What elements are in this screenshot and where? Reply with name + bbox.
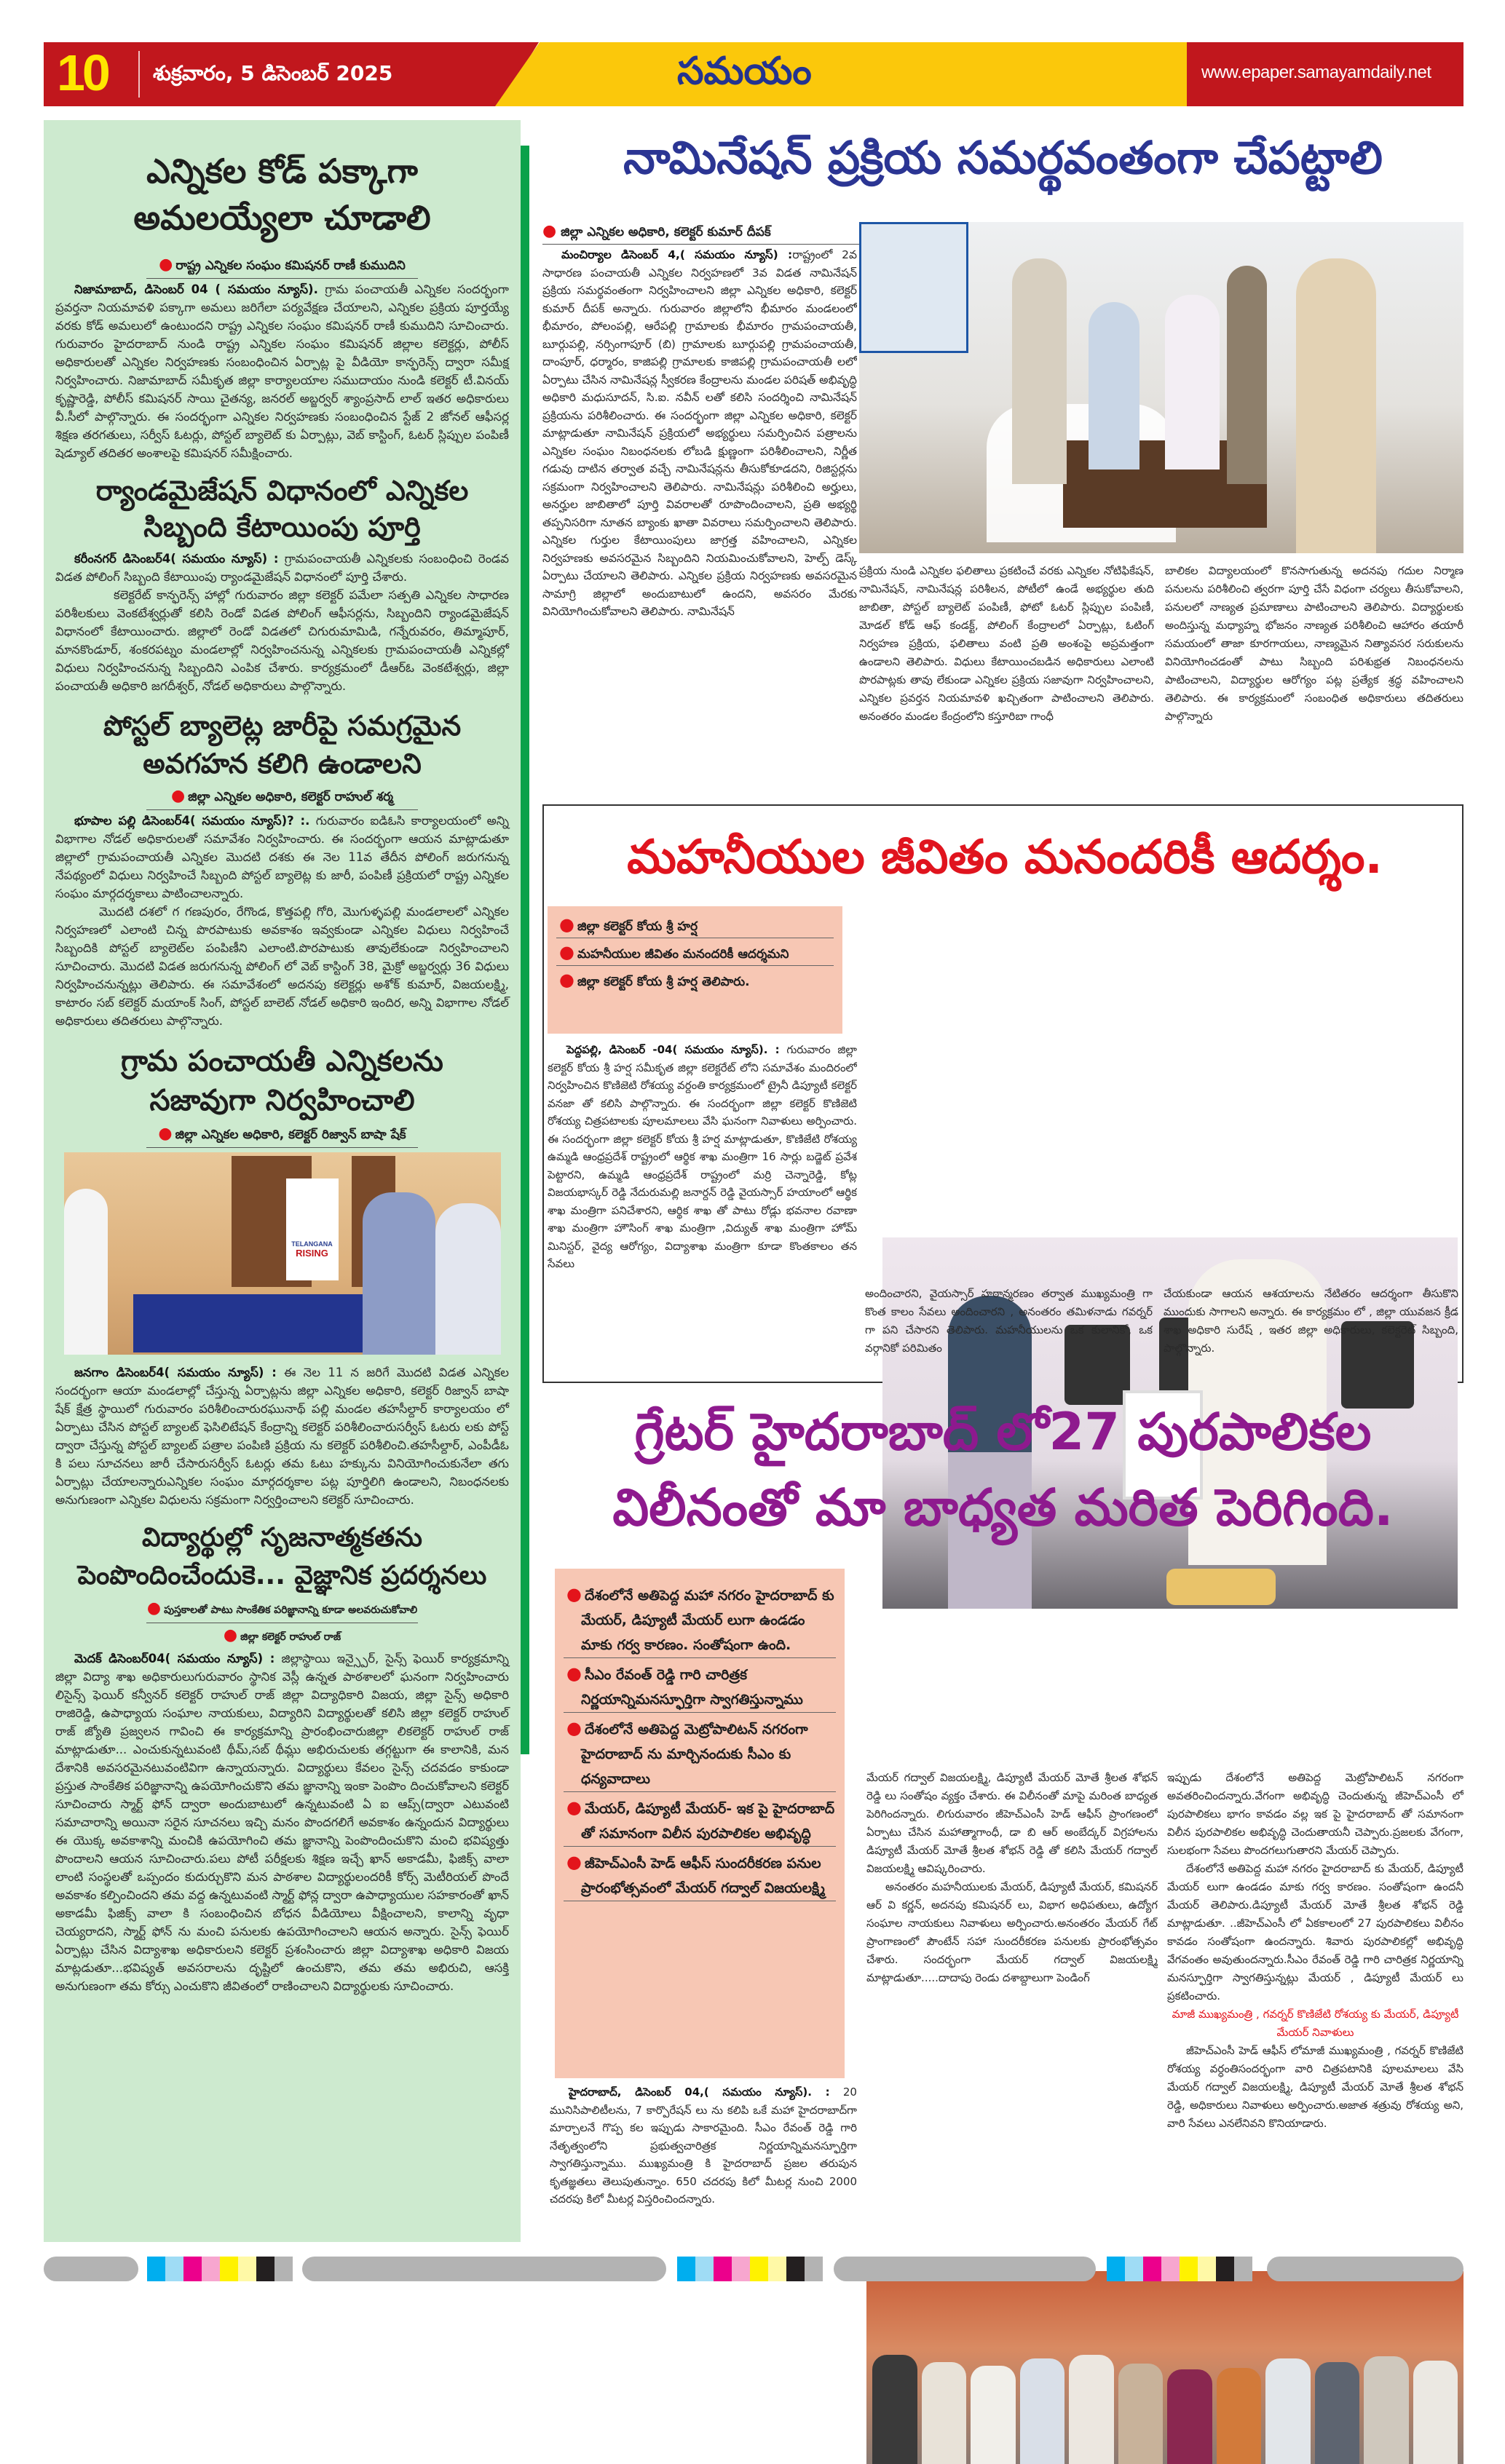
paragraph: గురువారం ఐడిఓసి కార్యాలయంలో అన్ని విభాగాల నోడల్ అధికారులతో సమావేశం నిర్వహించారు. ఈ సందర్భంగా ఆయన మాట్లాడుతూ జిల్లాలో గ్రామపంచాయతీ ఎన్నికల మొదటి దశకు ఈ నెల 11వ తేదీన పోలింగ్ జరుగనున్న నేపథ్యంలో విధులు నిర్వహించే సిబ్బంది పోస్టల్ బ్యాలెట్ల కు జారీ, పంపిణీ ప్రక్రియలో రాష్ట్ర ఎన్నికల సంఘం మార్గదర్శకాలు పాటించాలన్నారు. — [55, 814, 509, 900]
story3-body-col1 — [550, 2083, 857, 2243]
person — [1315, 2362, 1360, 2464]
person — [64, 1189, 108, 1355]
bullet-dot-icon: ● — [566, 1718, 582, 1738]
highlight-text: జిల్లా కలెక్టర్ కోయ శ్రీ హర్ష తెలిపారు. — [577, 975, 750, 989]
swatch — [1107, 2257, 1125, 2281]
highlight-text: మేయర్, డిప్యూటీ మేయర్- ఇక పై హైదరాబాద్ తో సమానంగా విలీన పురపాలికల అభివృద్ధి — [581, 1801, 835, 1842]
dateline: జనగాం డిసెంబర్4( సమయం న్యూస్) : — [74, 1366, 277, 1379]
story1-body-col1 — [542, 246, 857, 788]
highlight-item — [556, 914, 834, 938]
collector-person — [363, 1192, 435, 1355]
flower-tray — [1166, 1569, 1276, 1605]
red-subheading: మాజీ ముఖ్యమంత్రి , గవర్నర్ కొణిజేటి రోశయ్య కు మేయర్, డిప్యూటీ మేయర్ నివాళులు — [1172, 2008, 1459, 2039]
bullet-dot-icon: ● — [158, 1125, 173, 1143]
story2-body-col3: చేయకుండా ఆయన ఆశయాలను నేటితరం ఆదర్శంగా తీసుకొని ముందుకు సాగాలని అన్నారు. ఈ కార్యక్రమం లో , జిల్లా యువజన క్రీడ శాఖ అధికారి సురేష్ , ఇతర జిల్లా అధికారులు, కలెక్టరెట్ సిబ్బంది, పాల్గొన్నారు. — [1164, 1287, 1458, 1355]
swatch — [147, 2257, 165, 2281]
epaper-url[interactable]: www.epaper.samayamdaily.net — [1201, 63, 1431, 82]
person — [1364, 2356, 1409, 2464]
story2-body-col1 — [548, 1041, 857, 1376]
swatch — [165, 2257, 183, 2281]
article-body — [55, 550, 509, 695]
headline-line: గ్రామ పంచాయతీ ఎన్నికలను — [121, 1045, 443, 1078]
person — [1265, 2358, 1311, 2464]
swatch — [220, 2257, 238, 2281]
person — [1413, 2361, 1458, 2464]
article-body — [55, 812, 509, 1030]
divider — [146, 1147, 419, 1148]
group-of-people — [866, 2340, 1463, 2464]
mayor-person — [1167, 2369, 1212, 2464]
divider — [146, 809, 419, 810]
bullet-dot-icon: ● — [542, 222, 557, 240]
headline-line: విద్యార్థుల్లో సృజనాత్మకతను — [142, 1523, 422, 1553]
highlight-text: జీహెచ్ఎంసీ హెడ్ ఆఫీస్ సుందరీకరణ పనుల ప్రారంభోత్సవంలో మేయర్ గద్వాల్ విజయలక్ష్మి — [581, 1855, 825, 1896]
highlight-text: మహనీయుల జీవితం మనందరికీ ఆదర్శమని — [577, 947, 789, 962]
paragraph: జిల్లాస్థాయి ఇన్స్పైర్, సైన్స్ ఫెయిర్ కార్యక్రమాన్ని జిల్లా విద్యా శాఖ అధికారులుగురువారం స్థానిక వెస్లీ ఉన్నత పాఠశాలలో ఘనంగా నిర్వహించారు లిసైన్స్ ఫెయిర్ కన్వీనర్ కలెక్టర్ రాహుల్ రాజ్ జిల్లా విద్యాధికారి విజయ, జిల్లా సైన్స్ అధికారి రాజిరెడ్డి, ఉపాధ్యాయ సంఘాల నాయకులు, విద్యారిని విద్యార్థులతో కలిసి జిల్లా కలెక్టర్ రాహుల్ రాజ్ జ్యోతి ప్రజ్వలన గావించి ఈ కార్యక్రమాన్ని ప్రారంభించారుజిల్లా లికలెక్టర్ రాహుల్ రాజ్ మాట్లాడుతూ... ఎంచుకున్నటువంటి థీమ్,సబ్ థీమ్లు అభిరుచులకు తగ్గట్టుగా ఈ కాలానికి, మన దేశానికి అవసరమైనటువంటివిగా ఉన్నాయన్నారు. విద్యార్థులు కేవలం సైన్స్ చదవడం కాకుండా ప్రస్తుత సాంకేతిక పరిజ్ఞానాన్ని ఉపయోగించుకొని తమ జ్ఞానాన్ని ఇంకా పెంపొం దించుకోవాలని కలెక్టర్ సూచించారు స్మార్ట్ ఫోన్ ద్వారా అందుబాటులో ఉన్నటువంటి ఏ ఐ ఆప్స్(ద్వారా ఎటువంటి సమాచారాన్ని అయినా సరైన సూచనలు ఇచ్చి మనం పొందగలిగే అవకాశం ఉన్నందున విద్యార్థులు ఈ యొక్క అవకాశాన్ని మంచికి ఉపయోగించి తమ జ్ఞానాన్ని పెంపొందించుకొని మంచి భవిష్యత్తు పొందాలని ఆయన సూచించారు.పలు పోటీ పరీక్షలకు శిక్షణ ఇచ్చే ఖాన్ అకాడమీ, ఫిజిక్స్ వాలా లాంటి సంస్థలతో ఒప్పందం కుదుర్చుకొని మన పాఠశాల విద్యార్థులందరికీ కోర్స్ మెటీరియల్ పొందే అవకాశం కల్పించిందని తమ వద్ద ఉన్నటువంటి స్మార్ట్ ఫోన్ల ద్వారా ఉపాధ్యాయుల సహకారంతో ఖాన్ అకాడమీ ఫిజిక్స్ వాలా కి సంబంధించిన బోధన వీడియోలు వీక్షించాలని, కాలాన్ని వృధా చెయ్యరాదని, స్మార్ట్ ఫోన్ ను మంచి పనులకు ఉపయోగించాలని ఆయన అన్నారు. సైన్స్ ఫెయిర్ ఏర్పాట్లు చేసిన విద్యాశాఖ అధికారులని కలెక్టర్ ప్రశంసించారు జిల్లా విద్యాశాఖ అధికారి విజయ మాట్లడుతూ...భవిష్యత్ అవసరాలను దృష్టిలో ఉంచుకొని, తమ తమ అభిరుచి, ఆసక్తి అనుగుణంగా తమ కోర్సు ఎంచుకొని జీవితంలో రాణించాలని విద్యార్థులకు సూచించారు. — [55, 1652, 509, 1993]
green-accent-stripe — [521, 146, 529, 1754]
dateline: భూపాల పల్లి డిసెంబర్4( సమయం న్యూస్)? :. — [74, 814, 310, 828]
highlight-item — [556, 941, 834, 966]
swatch — [1180, 2257, 1198, 2281]
bullet-text: జిల్లా ఎన్నికల అధికారి, కలెక్టర్ రాహుల్ శర్మ — [188, 790, 394, 804]
swatch — [695, 2257, 714, 2281]
headline-line: విలీనంతో మా బాధ్యత మరిత పెరిగింది. — [612, 1478, 1394, 1537]
headline — [55, 472, 509, 545]
story2-highlights — [548, 906, 842, 1034]
bullet-dot-icon: ● — [566, 1852, 582, 1872]
bullet-dot-icon: ● — [170, 787, 186, 805]
subhead-bullet — [55, 1125, 509, 1144]
paragraph: అనంతరం మహనీయులకు మేయర్, డిప్యూటీ మేయర్, కమిషనర్ ఆర్ వి కర్ణన్, అదనపు కమిషనర్ లు, విభాగ అధిపతులు, ఉద్యోగ సంఘాల నాయకులు నివాళులు అర్పించారు.అనంతరం మేయర్ గేట్ ప్రాంగాణంలో పౌంటేన్ సహా సుందరీకరణ పనులకు ప్రారంభోత్సవం చేశారు. సందర్భంగా మేయర్ గద్వాల్ విజయలక్ష్మి మాట్లాడుతూ.....దాదాపు రెండు దశాబ్దాలుగా పెండింగ్ — [866, 1880, 1158, 1984]
highlight-text: జిల్లా కలెక్టర్ కోయ శ్రీ హర్ష — [577, 919, 698, 934]
paragraph: గురువారం జిల్లా కలెక్టర్ కోయ శ్రీ హర్ష సమీకృత జిల్లా కలెక్టరేట్ లోని సమావేశం మందిరంలో నిర్వహించిన కొణిజెటి రోశయ్య వర్దంతి కార్యక్రమంలో ట్రైనీ డిప్యూటీ కలెక్టర్ వనజా తో కలిసి పాల్గొన్నారు. ఈ సందర్భంగా జిల్లా కలెక్టర్ కొణిజెటి రోశయ్య చిత్రపటాలకు పూలమాలలు వేసి ఘనంగా నివాళులు అర్పించారు. ఈ సందర్భంగా జిల్లా కలెక్టర్ కోయ శ్రీ హర్ష మాట్లాడుతూ, కొణిజేటి రోశయ్య ఉమ్మడి ఆంధ్రప్రదేశ్ రాష్ట్రంలో ఆర్థిక శాఖ మంత్రిగా 16 సార్లు బడ్జెట్ ప్రవేశ పెట్టారని, ఉమ్మడి ఆంధ్రప్రదేశ్ రాష్ట్రంలో మర్రి చెన్నారెడ్డి, కోట్ల విజయభాస్కర్ రెడ్డి నేదురుమల్లి జనార్దన్ రెడ్డి వైయస్సార్ హయాంలో ఆర్థిక శాఖ మంత్రిగా పనిచేశారని, ఆర్థిక శాఖ తో పాటు రోడ్లు భవనాల రవాణా శాఖ మంత్రిగా హౌసింగ్ శాఖ మంత్రిగా ,విద్యుత్ శాఖ మంత్రిగా హోమ్ మినిస్టర్, వైద్య ఆరోగ్యం, విద్యాశాఖ మంత్రిగా కూడా కొంతకాలం తన సేవలు — [548, 1043, 857, 1270]
story1-nomination-center-photo — [859, 222, 1463, 553]
article-jangaon — [55, 1042, 509, 1509]
swatch — [805, 2257, 823, 2281]
highlight-item — [564, 1850, 836, 1901]
dateline: మెదక్ డిసెంబర్04( సమయం న్యూస్) : — [74, 1652, 275, 1665]
headline-line: ర్యాండమైజేషన్ విధానంలో ఎన్నికల — [95, 475, 469, 507]
dateline: నిజామాబాద్, డిసెంబర్ 04 ( సమయం న్యూస్). — [74, 282, 318, 296]
story2-headline: మహనీయుల జీవితం మనందరికీ ఆదర్శం. — [627, 831, 1383, 884]
highlight-item — [564, 1582, 836, 1658]
swatch — [202, 2257, 220, 2281]
headline-line: అవగహన కలిగి ఉండాలని — [143, 748, 422, 780]
swatch — [1143, 2257, 1161, 2281]
person — [435, 1203, 501, 1355]
highlight-text: దేశంలోనే అతిపెద్ద మహా నగరం హైదరాబాద్ కు మేయర్, డిప్యూటీ మేయర్ లుగా ఉండడం మాకు గర్వ కారణం. సంతోషంగా ఉంది. — [581, 1588, 834, 1653]
paragraph: కలెక్టరేట్ కాన్ఫరెన్స్ హాల్లో గురువారం జిల్లా కలెక్టర్ పమేలా సత్పతి ఎన్నికల సాధారణ పరిశీలకులు వెంకటేశ్వర్లుతో కలిసి రెండో విడత పోలింగ్ ఆఫీసర్లను, సిబ్బందిని ర్యాండమైజేషన్ విధానంలో కేటాయించారు. జిల్లాలో రెండో విడతలో చిగురుమామిడి, గన్నేరువరం, తిమ్మాపూర్, మానకొండూర్, శంకరపట్నం మండలాల్లో నిర్వహించనున్న ఎన్నికలకు గ్రామపంచాయతీ ఎన్నికల్లో విధులు నిర్వహించనున్న సిబ్బందిని ఎంపిక చేశారు. కార్యక్రమంలో డీఆర్ఓ వెంకటేశ్వర్లు, జిల్లా పంచాయతీ అధికారి జగదీశ్వర్, నోడల్ అధికారులు పాల్గొన్నారు. — [55, 588, 509, 693]
headline-line: సిబ్బంది కేటాయింపు పూర్తి — [143, 511, 421, 543]
bullet-dot-icon: ● — [559, 914, 574, 935]
highlight-item — [564, 1661, 836, 1713]
headline-line: అమలయ్యేలా చూడాలి — [133, 198, 431, 237]
gray-bar — [302, 2257, 666, 2281]
gray-bar — [834, 2257, 1096, 2281]
issue-date: శుక్రవారం, 5 డిసెంబర్ 2025 — [153, 61, 393, 85]
subhead-bullet — [55, 1599, 509, 1620]
person — [872, 2355, 917, 2464]
subhead-bullet — [55, 1626, 509, 1647]
highlight-text: దేశంలోనే అతిపెద్ద మెట్రోపాలిటన్ నగరంగా హైదరాబాద్ ను మార్చినందుకు సీఎం కు ధన్యవాదాలు — [581, 1722, 808, 1787]
paragraph: గ్రామపంచాయతీ ఎన్నికలకు సంబంధించి రెండవ విడత పోలింగ్ సిబ్బంది కేటాయింపు ర్యాండమైజేషన్ విధానంలో పూర్తి చేశారు. — [55, 552, 510, 584]
banner-text: TELANGANA — [291, 1240, 333, 1248]
dateline: మంచిర్యాల డిసెంబర్ 4,( సమయం న్యూస్) : — [561, 248, 793, 261]
headline — [55, 148, 509, 241]
paragraph: గ్రామ పంచాయతీ ఎన్నికల సందర్భంగా ప్రవర్తనా నియమావళి పక్కాగా అమలు జరిగేలా పర్యవేక్షణ చేయాలని, ఎన్నికల ప్రక్రియ పూర్తయ్యే వరకు కోడ్ అమలులో ఉంటుందని రాష్ట్ర ఎన్నికల సంఘం కమిషనర్ రాణీ కుముదిని సూచించారు. గురువారం హైదరాబాద్ నుండి రాష్ట్ర ఎన్నికల సంఘం కమిషనర్ జిల్లాల కలెక్టర్లు, పోలీస్ అధికారులతో ఎన్నికల నిర్వహణకు సంబంధించిన ఏర్పాట్ల పై వీడియో కాన్ఫరెన్స్ ద్వారా సమీక్ష నిర్వహించారు. నిజామాబాద్ సమీకృత జిల్లా కార్యాలయాల సముదాయం నుండి కలెక్టర్ టీ.వినయ్ కృష్ణారెడ్డి, పోలీస్ కమిషనర్ సాయి చైతన్య, జనరల్ అబ్జర్వర్ శ్యాంప్రసాద్ లాల్ ఇతర అధికారులు వీ.సీలో పాల్గొన్నారు. ఈ సందర్భంగా ఎన్నికల నిర్వహణకు సంబంధించిన స్టేజ్ 2 జోనల్ ఆఫీసర్ల శిక్షణ తరగతులు, సర్వీస్ ఓటర్లు, పోస్టల్ బ్యాలెట్ కు ఏర్పాట్లు, వెబ్ కాస్టింగ్, ఓటర్ స్లిప్పుల పంపిణీ షెడ్యూల్ తదితర అంశాలపై కమిషనర్ సమీక్షించారు. — [55, 282, 509, 460]
story3-headline — [542, 1394, 1463, 1545]
article-bhupalpally — [55, 707, 509, 1030]
headline-line: గ్రేటర్ హైదరాబాద్ లో27 పురపాలికల — [634, 1402, 1372, 1462]
article-nizamabad — [55, 148, 509, 462]
bullet-text: జిల్లా ఎన్నికల అధికారి, కలెక్టర్ కుమార్ దీపక్ — [561, 225, 771, 239]
divider — [138, 51, 140, 98]
highlight-item — [564, 1716, 836, 1792]
swatch — [677, 2257, 695, 2281]
headline — [55, 707, 509, 783]
subhead-bullet — [55, 787, 509, 807]
paragraph: మేయర్ గద్వాల్ విజయలక్ష్మి, డిప్యూటీ మేయర్ మోతే శ్రీలత శోభన్ రెడ్డి లు సంతోషం వ్యక్తం చేశారు. ఈ విలీనంతో మాపై మరింత బాధ్యత పెరిగిందన్నారు. లిగురువారం జీహెచ్ఎంసీ హెడ్ ఆఫీస్ ప్రాంగణంలో ఏర్పాటు చేసిన మహాత్మాగాంధీ, డా బి ఆర్ అంబేద్కర్ విగ్రహాలను డిప్యూటీ మేయర్ మోతే శ్రీలత శోభన్ రెడ్డి తో కలిసి మేయర్ గద్వాల్ విజయలక్ష్మి ఆవిష్కరించారు. — [866, 1771, 1158, 1875]
story1-headline: నామినేషన్ ప్రక్రియ సమర్థవంతంగా చేపట్టాలి — [623, 131, 1383, 184]
paragraph: దేశంలోనే అతిపెద్ద మహా నగరం హైదరాబాద్ కు మేయర్, డిప్యూటీ మేయర్ లుగా ఉండడం మాకు గర్వ కారణం. సంతోషంగా ఉందనీ మేయర్ తెలిపారు.డిప్యూటీ మేయర్ మోతే శ్రీలత శోభన్ రెడ్డి మాట్లాడుతూ. ..జీహెచ్ఎంసీ లో ఏకకాలంలో 27 పురపాలికలు విలీనం కావడం సంతోషంగా ఉందన్నారు. శివారు పురపాలికల్లో అభివృద్ధి వేగవంతం అవుతుందన్నారు.సీఎం రేవంత్ రెడ్డి గారి చారిత్రక నిర్ణయాన్ని మనస్ఫూర్తిగా స్వాగతిస్తున్నట్లు మేయర్ , డిప్యూటీ మేయర్ లు ప్రకటించారు. — [1167, 1862, 1463, 2003]
swatch — [183, 2257, 202, 2281]
highlight-text: సీఎం రేవంత్ రెడ్డి గారి చారిత్రక నిర్ణయాన్నిమనస్ఫూర్తిగా స్వాగతిస్తున్నాము — [581, 1667, 803, 1708]
paragraph: ఈ నెల 11 న జరిగే మొదటి విడత ఎన్నికల సందర్భంగా ఆయా మండలాల్లో చేస్తున్న ఏర్పాట్లను జిల్లా ఎన్నికల అధికారి, కలెక్టర్ రిజ్వాన్ బాషా షేక్ క్షేత్ర స్థాయిలో గురువారం పరిశీలించారురఘునాథ్ పల్లి మండల తహసీల్దార్ కార్యాలయం లో ఏర్పాటు చేసిన పోస్టల్ బ్యాలట్ ఫెసిలిటేషన్ కేంద్రాన్ని కలెక్టర్ పరిశీలించారుసర్వీస్ ఓటరు లకు పోస్ట్ ద్వారా చేస్తున్న పోస్టల్ బ్యాలట్ పత్రాల పంపిణి ప్రక్రియ ను కలెక్టర్ పరిశీలించి.తహసీల్దార్, ఎంపీడీఓ కి పలు సూచనలు జారీ చేసారుసర్వీస్ ఓటర్లు తమ ఓటు హక్కును వినియోగించుకునేలా తగు ఏర్పాట్లు చేయాలన్నారుఎన్నికల సంఘం మార్గదర్శకాల పట్ల పూర్తిలిగి ఉండాలని, నిబంధనలకు అనుగుణంగా ఎన్నికల విధులను సక్రమంగా నిర్వర్తించాలని కలెక్టర్ సూచించారు. — [55, 1366, 509, 1507]
headline — [55, 1519, 509, 1595]
paragraph: ఇప్పుడు దేశంలోనే అతిపెద్ద మెట్రోపాలిటన్ నగరంగా అవతరించిందన్నారు.వేగంగా అభివృద్ధి చెందుతున్న జీహెచ్ఎంసీ లో పురపాలికలు భాగం కావడం వల్ల ఇక పై హైదరాబాద్ తో సమానంగా విలీన పురపాలికల అభివృద్ధి చెందుతాయనీ చెప్పారు.ప్రజలకు వేగంగా, సులభంగా సేవలు పొందగలుగుతారని మేయర్ చెప్పారు. — [1167, 1771, 1463, 1857]
story3-highlights — [555, 1569, 845, 2078]
left-news-column — [44, 120, 521, 2242]
dateline: హైదరాబాద్, డిసెంబర్ 04,( సమయం న్యూస్). : — [569, 2085, 830, 2099]
swatch — [1234, 2257, 1252, 2281]
story3-body-col3 — [1167, 1769, 1463, 2242]
person — [922, 2362, 967, 2464]
notice-board — [859, 222, 968, 353]
story1-body-col3: బాలికల విద్యాలయంలో కొనసాగుతున్న అదనపు గదుల నిర్మాణ పనులను పరిశీలించి త్వరగా పూర్తి చేసే విధంగా చర్యలు తీసుకోవాలని, పనులలో నాణ్యత ప్రమాణాలు పాటించాలని తెలిపారు. విద్యార్థులకు అందిస్తున్న మధ్యాహ్న భోజనం నాణ్యత పరిశీలించి ఆహారం తయారీ సమయంలో తాజా కూరగాయలు, నాణ్యమైన నిత్యావసర సరుకులను వినియోగించడంతో పాటు సిబ్బంది పరిశుభ్రత నిబంధనలను పాటించాలని, విద్యార్థుల ఆరోగ్యం పట్ల ప్రత్యేక శ్రద్ధ వహించాలని తెలిపారు. ఈ కార్యక్రమంలో సంబంధిత అధికారులు తదితరులు పాల్గొన్నారు — [1165, 564, 1463, 723]
paragraph: రాష్ట్రంలో 2వ సాధారణ పంచాయతీ ఎన్నికల నిర్వహణలో 3వ విడత నామినేషన్ ప్రక్రియ సమర్థవంతంగా నిర్వహించాలని జిల్లా ఎన్నికల అధికారి, కలెక్టర్ కుమార్ దీపక్ అన్నారు. గురువారం జిల్లాలోని భీమారం మండలంలో భీమారం, పోలంపల్లి, ఆరేపల్లి గ్రామాలకు భీమారం గ్రామపంచాయతీ, బూర్గుపల్లి, నర్సింగాపూర్ (బి) గ్రామాలకు బూర్గుపల్లి గ్రామపంచాయతీ, దాంపూర్, ధర్మారం, కాజిపల్లి గ్రామాలకు కాజిపల్లి గ్రామపంచాయతీ లలో ఏర్పాటు చేసిన నామినేషన్ల స్వీకరణ కేంద్రాలను మండల పరిషత్ అభివృద్ధి అధికారి మధుసూదన్, సి.ఐ. నవీన్ లతో కలిసి సందర్శించి నామినేషన్ ప్రక్రియను పరిశీలించారు. ఈ సందర్భంగా జిల్లా ఎన్నికల అధికారి, కలెక్టర్ మాట్లాడుతూ నామినేషన్ ప్రక్రియలో అభ్యర్థులు సమర్పించిన పత్రాలను ఎన్నికల సంఘం నిబంధనలకు లోబడి క్షుణ్ణంగా పరిశీలించాలని, నిర్ణీత గడువు దాటిన తర్వాత వచ్చే నామినేషన్లను తీసుకోకూడదని, రిజిస్టర్లను సక్రమంగా నిర్వహించాలని తెలిపారు. నామినేషన్లు పరిశీలించి అర్హులు, అనర్హుల జాబితాలో పూర్తి వివరాలతో రూపొందించాలని, ప్రతి అభ్యర్థి తప్పనిసరిగా నూతన బ్యాంకు ఖాతా వివరాలు సమర్పించాలని తెలిపారు. ఎన్నికల గుర్తుల కేటాయింపులు జాగ్రత్త వహించాలని, ఎన్నికల నిర్వహణకు అవసరమైన సిబ్బందిని నియమించుకోవాలని, హెల్ప్ డెస్క్ ఏర్పాటు చేయాలని తెలిపారు. ఎన్నికల ప్రక్రియ నిర్వహణకు అవసరమైన సామాగ్రి జిల్లాలో అందుబాటులో ఉందని, అవసరం మేరకు వినియోగించుకోవాలని తెలిపారు. నామినేషన్ — [542, 248, 857, 618]
subhead-bullet — [55, 255, 509, 275]
bullet-dot-icon: ● — [566, 1663, 582, 1684]
swatch — [1216, 2257, 1234, 2281]
swatch — [1198, 2257, 1216, 2281]
person — [1069, 2355, 1114, 2464]
person — [1020, 2358, 1065, 2464]
page-header — [44, 42, 1463, 106]
header-yellow-band — [495, 42, 1238, 106]
person — [1089, 302, 1139, 470]
bullet-text: జిల్లా ఎన్నికల అధికారి, కలెక్టర్ రిజ్వాన్ బాషా షేక్ — [175, 1128, 406, 1142]
gray-bar — [44, 2257, 138, 2281]
swatch — [238, 2257, 256, 2281]
page-number: 10 — [57, 44, 108, 101]
print-color-registration-bar — [44, 2257, 1463, 2281]
masthead-logo: సమయం — [677, 49, 812, 93]
gray-bar — [1267, 2257, 1463, 2281]
banner-text: RISING — [296, 1248, 328, 1259]
article-body — [55, 1649, 509, 1995]
swatch — [1161, 2257, 1180, 2281]
article-body — [55, 280, 509, 462]
paragraph: 20 మునిసిపాలిటీలను, 7 కార్పొరేషన్ లు ను కలిపి ఒకే మహా హైదరాబాద్‌గా మార్చాలనే గొప్ప కల ఇప్పుడు సాకారమైంది. సీఎం రేవంత్ రెడ్డి గారి నేతృత్వంలోని ప్రభుత్వచారిత్రక నిర్ణయాన్నిమనస్ఫూర్తిగా స్వాగతిస్తున్నాము. ముఖ్యమంత్రి కి హైదరాబాద్ ప్రజల తరుపున కృతజ్ఞతలు తెలుపుతున్నాం. 650 చదరపు కిలో మీటర్ల నుంచి 2000 చదరపు కిలో మీటర్ల విస్తరించిందన్నారు. — [550, 2085, 857, 2206]
headline-line: పెంపొందించేందుకె... వైజ్ఞానిక ప్రదర్శనలు — [77, 1561, 487, 1590]
deputy-mayor-person — [1217, 2368, 1262, 2464]
dateline: పెద్దపల్లి, డిసెంబర్ -04( సమయం న్యూస్). : — [566, 1043, 780, 1056]
blue-table — [133, 1294, 381, 1352]
swatch — [256, 2257, 274, 2281]
bullet-dot-icon: ● — [566, 1584, 582, 1604]
person — [1012, 258, 1067, 484]
swatch — [714, 2257, 732, 2281]
story1-body-col2: ప్రక్రియ నుండి ఎన్నికల ఫలితాలు ప్రకటించే వరకు ఎన్నికల నోటిఫికేషన్, నామినేషన్, నామినేషన్ల పరిశీలన, పోటీలో ఉండే అభ్యర్థుల తుది జాబితా, పోస్టల్ బ్యాలెట్ పంపిణీ, ఫోటో ఓటర్ స్లిప్పుల పంపిణీ, మోడల్ కోడ్ ఆఫ్ కండక్ట్, పోలింగ్ కేంద్రాలలో ఏర్పాట్లు, ఓటింగ్ నిర్వహణ ప్రక్రియ, ఫలితాలు వంటి ప్రతి అంశంపై అప్రమత్తంగా ఉండాలని తెలిపారు. విధులు కేటాయించబడిన అధికారులు ఎలాంటి పొరపాట్లకు తావు లేకుండా ఎన్నికల ప్రక్రియ సజావుగా నిర్వహించాలని, ఎన్నికల ప్రవర్తన నియమావళి ఖచ్చితంగా పాటించాలని తెలిపారు. అనంతరం మండల కేంద్రంలోని కస్తూరిబా గాంధీ — [859, 564, 1154, 723]
story2-body-col2: అందించారని, వైయస్సార్ హఠాన్మరణం తర్వాత ముఖ్యమంత్రి గా కొంత కాలం సేవలు అందించారని , అనంతరం తమిళనాడు గవర్నర్ గా పని చేసారని తెలిపారు. మహనీయులను ఒక కులానికో, ఒక వర్గానికో పరిమితం — [865, 1287, 1153, 1355]
bullet-dot-icon: ● — [159, 255, 173, 274]
dateline: కరీంనగర్ డిసెంబర్4( సమయం న్యూస్) : — [74, 552, 279, 566]
person — [1227, 266, 1267, 484]
bullet-dot-icon: ● — [223, 1626, 238, 1644]
swatch — [786, 2257, 805, 2281]
highlight-item — [556, 969, 834, 993]
headline — [55, 1042, 509, 1120]
paragraph: మొదటి దశలో గ గణపురం, రేగొండ, కొత్తపల్లి గోరి, మొగుళ్ళపల్లి మండలాలలో ఎన్నికల నిర్వహణలో ఎలాంటి చిన్న పొరపాటుకు అవకాశం ఇవ్వకుండా ఎన్నికల విధులు నిర్వహించే సిబ్బందికి పోస్టల్ బ్యాలెట్‌ల పంపిణీని ఎలాంటి.పొరపాటుకు తావులేకుండా నిర్వహించాలని సూచించారు. మొదటి విడత జరుగనున్న పోలింగ్ లో వెబ్ కాస్టింగ్ 38, మైక్రో అబ్జర్వర్లు 36 విధులు నిర్వహించనున్నట్లు తెలిపారు. ఈ సమావేశంలో అదనపు కలెక్టర్లు అశోక్ కుమార్, విజయలక్ష్మి, కాటారం సబ్ కలెక్టర్ మయాంక్ సింగ్, పోస్టల్ బాలెట్ నోడల్ అధికారి ఇందిర, అన్ని విభాగాల నోడల్ అధికారులు తదితరులు పాల్గొన్నారు. — [55, 905, 509, 1028]
collector-office-photo — [64, 1152, 501, 1355]
person — [971, 2366, 1016, 2464]
article-karimnagar — [55, 472, 509, 695]
bullet-dot-icon: ● — [146, 1599, 162, 1617]
person — [1118, 2364, 1164, 2464]
bullet-text: పుస్తకాలతో పాటు సాంకేతిక పరిజ్ఞానాన్ని కూడా అలవరుచుకోవాలి — [164, 1604, 418, 1616]
bullet-dot-icon: ● — [559, 970, 574, 990]
article-body — [55, 1363, 509, 1509]
story1-subhead-bullet — [542, 222, 859, 245]
swatch — [274, 2257, 293, 2281]
highlight-item — [564, 1795, 836, 1847]
telangana-rising-banner — [286, 1178, 339, 1280]
story3-body-col2 — [866, 1769, 1158, 2242]
headline-line: పోస్టల్ బ్యాలెట్ల జారీపై సమగ్రమైన — [103, 710, 462, 742]
bullet-text: రాష్ట్ర ఎన్నికల సంఘం కమిషనర్ రాణీ కుముదిని — [175, 258, 406, 273]
swatch — [732, 2257, 750, 2281]
bullet-text: జిల్లా కలెక్టర్ రాహుల్ రాజ్ — [240, 1631, 341, 1643]
collector-person — [1165, 295, 1220, 470]
headline-line: సజావుగా నిర్వహించాలి — [149, 1084, 415, 1117]
person — [1296, 258, 1376, 553]
divider — [146, 278, 419, 279]
paragraph: జీహెచ్ఎంసీ హెడ్ ఆఫీస్ లోమాజీ ముఖ్యమంత్రి , గవర్నర్ కొణిజేటి రోశయ్య వర్ధంతిసందర్భంగా వారి చిత్రపటానికి పూలమాలలు వేసి మేయర్ గద్వాల్ విజయలక్ష్మి, డిప్యూటీ మేయర్ మోతే శ్రీలత శోభన్ రెడ్డి, అధికారులు నివాళులు అర్పించారు.అజాత శత్రువు రోశయ్య అని, వారి సేవలు ఎనలేనివని కొనియాడారు. — [1167, 2044, 1463, 2130]
headline-line: ఎన్నికల కోడ్ పక్కాగా — [146, 151, 418, 191]
swatch — [750, 2257, 768, 2281]
swatch — [768, 2257, 786, 2281]
article-medak — [55, 1519, 509, 1995]
swatch — [1125, 2257, 1143, 2281]
bullet-dot-icon: ● — [566, 1797, 582, 1818]
bullet-dot-icon: ● — [559, 942, 574, 962]
